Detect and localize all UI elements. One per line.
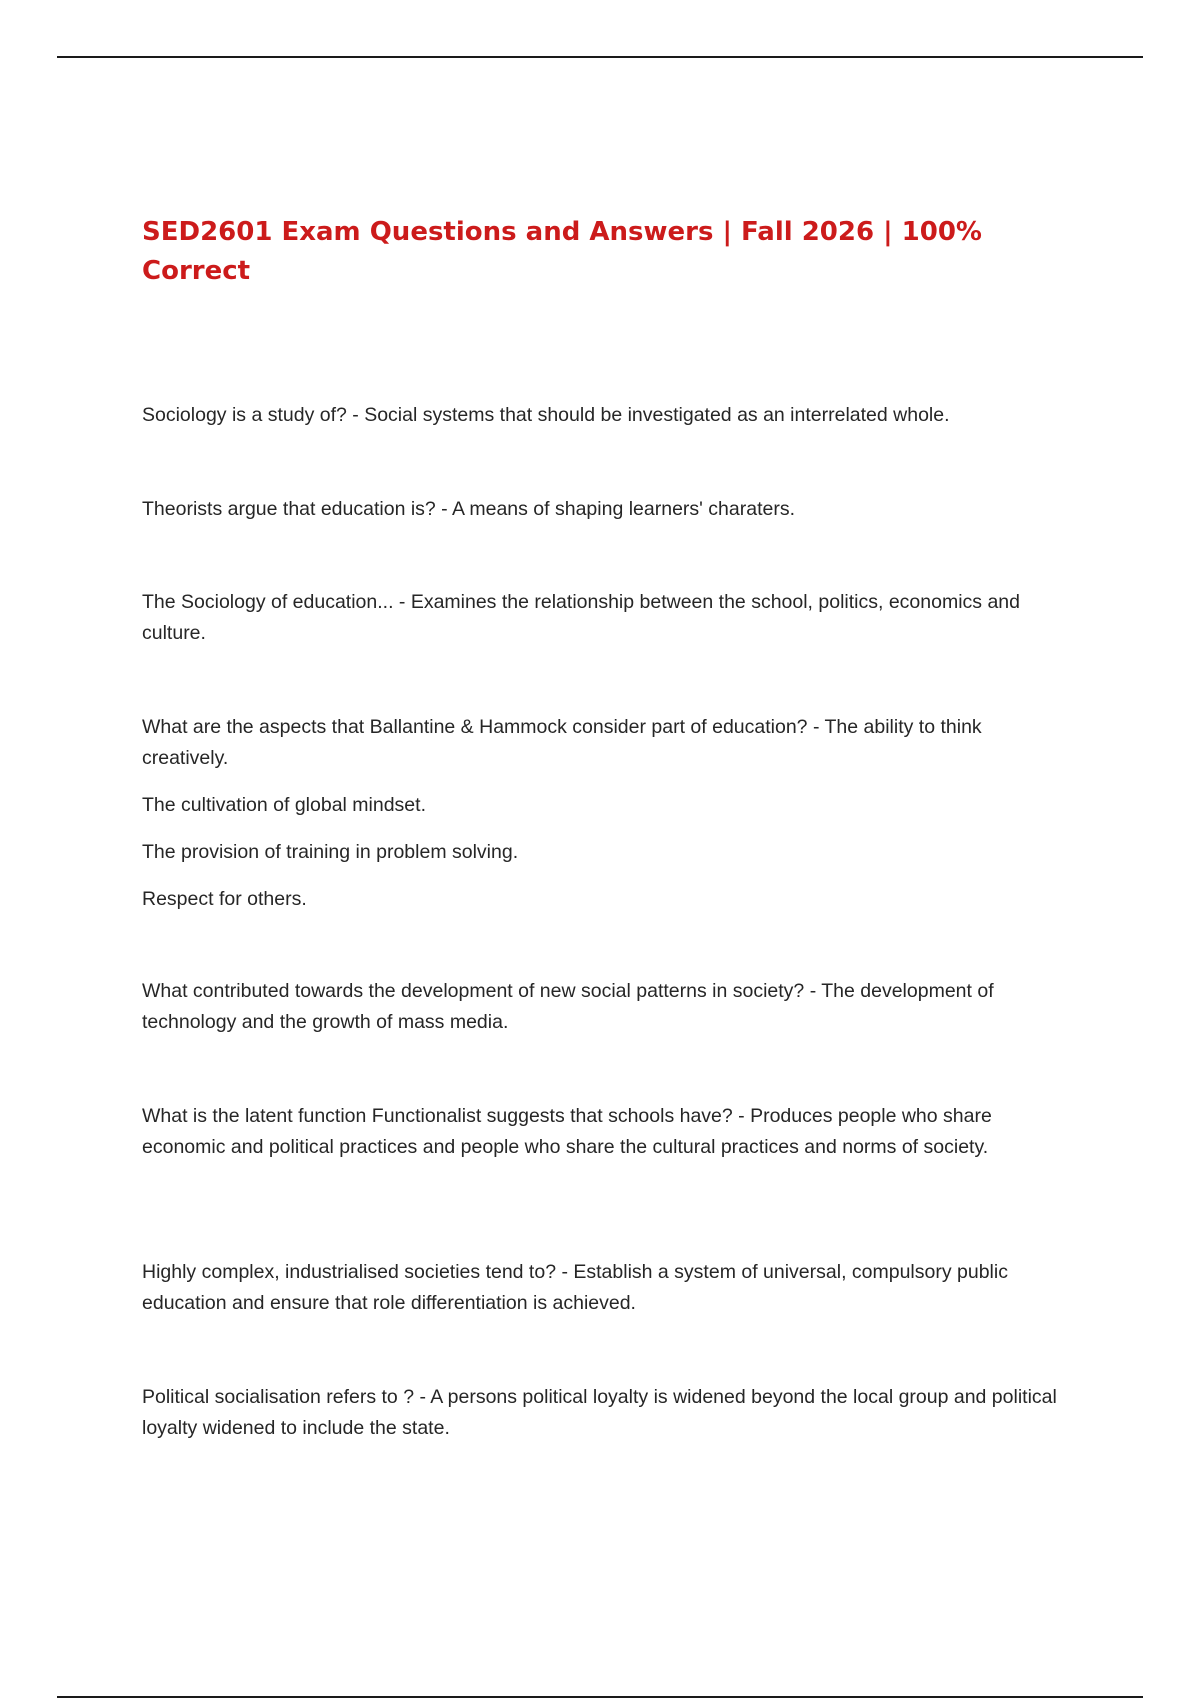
qa-item-sociology-of-education <box>142 587 1062 649</box>
qa-text: Sociology is a study of? - Social systems that should be investigated as an interrelated whole. <box>142 404 950 426</box>
qa-answer-line: Respect for others. <box>142 888 307 910</box>
document-title: SED2601 Exam Questions and Answers | Fall 2026 | 100% Correct <box>142 217 982 286</box>
footer-rule <box>57 1696 1143 1698</box>
qa-text: What contributed towards the development of new social patterns in society? - The development of technology and the growth of mass media. <box>142 980 994 1033</box>
qa-item-political-socialisation <box>142 1382 1062 1444</box>
qa-item-industrialised-societies <box>142 1257 1062 1319</box>
qa-text: What is the latent function Functionalist suggests that schools have? - Produces people who share economic and political practices and people who share the cultural practices and norms of society. <box>142 1105 992 1158</box>
qa-answer-line: The cultivation of global mindset. <box>142 794 426 816</box>
qa-item-sociology-study <box>142 400 1062 431</box>
qa-item-latent-function <box>142 1101 1062 1163</box>
qa-text: Political socialisation refers to ? - A persons political loyalty is widened beyond the local group and political loyalty widened to include the state. <box>142 1386 1057 1439</box>
qa-text: What are the aspects that Ballantine & Hammock consider part of education? - The ability to think creatively. <box>142 716 982 769</box>
qa-text: The Sociology of education... - Examines the relationship between the school, politics, economics and culture. <box>142 591 1020 644</box>
qa-text: Theorists argue that education is? - A means of shaping learners' charaters. <box>142 498 796 520</box>
qa-answer-line: The provision of training in problem solving. <box>142 841 519 863</box>
qa-text: Highly complex, industrialised societies tend to? - Establish a system of universal, compulsory public education and ensure that role differentiation is achieved. <box>142 1261 1008 1314</box>
header-rule <box>57 56 1143 58</box>
qa-item-social-patterns <box>142 976 1062 1038</box>
qa-item-theorists-education <box>142 494 1062 525</box>
qa-item-ballantine-hammock <box>142 712 1062 915</box>
